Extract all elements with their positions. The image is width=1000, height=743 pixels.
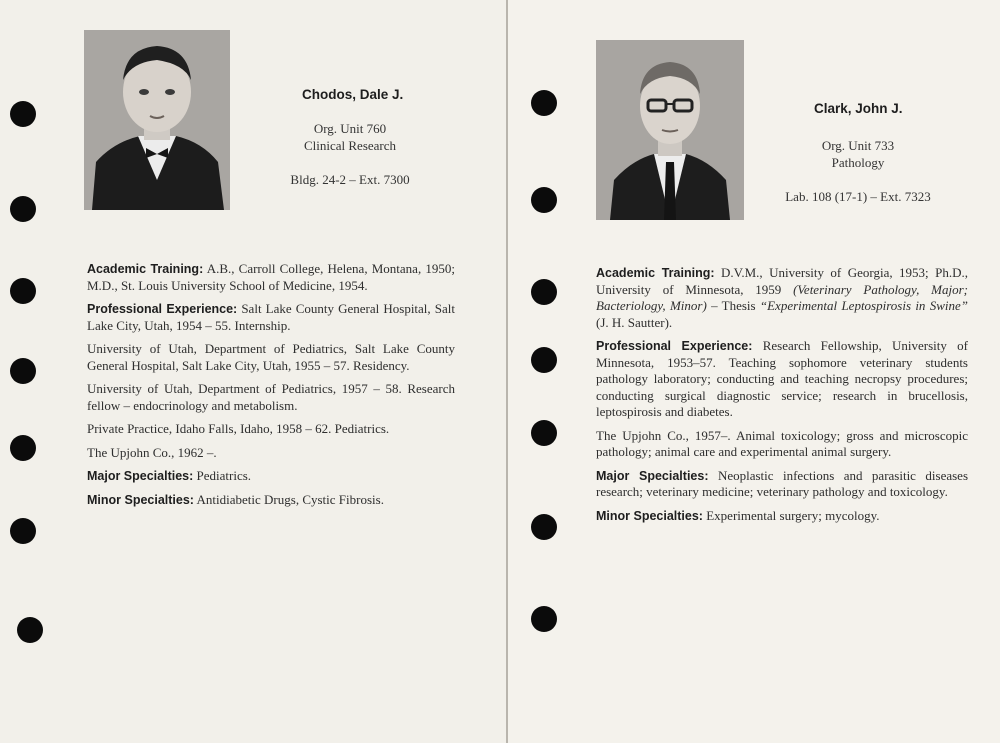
right-page [508,0,1000,743]
major-specialties [596,468,968,501]
binder-hole [17,617,43,643]
academic-training-text: D.V.M., University of Georgia, 1953; Ph.D., University of Minnesota, 1959 [596,265,968,297]
experience-item: University of Utah, Department of Pediatrics, 1957 – 58. Research fellow – endocrinology and metabolism. [87,381,455,413]
binder-hole [10,278,36,304]
minor-specialties [87,492,455,509]
academic-training-thesis-prefix: – Thesis [711,298,756,313]
person-name: Chodos, Dale J. [302,87,404,102]
minor-specialties-text: Experimental surgery; mycology. [706,507,880,523]
person-name: Clark, John J. [814,101,903,116]
academic-training [87,261,455,294]
minor-specialties-text: Antidiabetic Drugs, Cystic Fibrosis. [196,491,384,507]
professional-experience [596,338,968,421]
binder-hole [531,514,557,540]
experience-item: The Upjohn Co., 1957–. Animal toxicology; gross and microscopic pathology; animal care and experimental animal surgery. [596,427,968,459]
academic-training-thesis-title: “Experimental Leptospirosis in Swine” [759,298,969,313]
academic-training-label: Academic Training: [596,266,715,280]
location-extension: Lab. 108 (17-1) – Ext. 7323 [785,189,931,204]
major-specialties-text: Neoplastic infections and parasitic diseases research; veterinary medicine; veterinary pathology and toxicology. [596,467,969,499]
binder-hole [10,518,36,544]
minor-specialties-label: Minor Specialties: [87,492,194,507]
professional-experience-text: Salt Lake County General Hospital, Salt Lake City, Utah, 1954 – 55. Internship. [87,301,455,333]
org-unit: Org. Unit 760 [313,121,387,136]
minor-specialties-label: Minor Specialties: [596,508,703,523]
portrait-photo [596,40,744,220]
biography [87,261,455,515]
binder-hole [10,358,36,384]
academic-training-text: A.B., Carroll College, Helena, Montana, 1950; M.D., St. Louis University School of Medicine, 1954. [87,261,455,293]
binder-hole [10,101,36,127]
professional-experience-text: Research Fellowship, University of Minnesota, 1953–57. Teaching sophomore veterinary students pathology laboratory; conducting and teaching necropsy procedures; conducting surgical diagnostic service; research in brucellosis, leptospirosis and diabetes. [596,338,968,419]
academic-training-advisor: (J. H. Sautter). [596,314,673,330]
major-specialties-label: Major Specialties: [87,469,194,483]
binder-hole [531,420,557,446]
professional-experience-label: Professional Experience: [596,339,753,353]
binder-hole [531,279,557,305]
experience-item: Private Practice, Idaho Falls, Idaho, 1958 – 62. Pediatrics. [87,421,390,436]
professional-experience [87,301,455,334]
binder-hole [531,90,557,116]
portrait-photo-image [596,40,744,220]
department: Pathology [831,155,885,170]
portrait-photo [84,30,230,210]
portrait-photo-image [84,30,230,210]
biography [596,265,968,531]
minor-specialties [596,508,968,525]
department: Clinical Research [303,138,397,153]
major-specialties-text: Pediatrics. [196,468,252,483]
binder-hole [531,606,557,632]
binder-hole [10,196,36,222]
org-unit: Org. Unit 733 [821,138,895,153]
location-extension: Bldg. 24-2 – Ext. 7300 [290,172,410,187]
experience-item: The Upjohn Co., 1962 –. [87,444,217,460]
binder-hole [531,187,557,213]
professional-experience-label: Professional Experience: [87,302,238,316]
academic-training-majors: (Veterinary Pathology, Major; Bacteriology, Minor) [596,281,968,313]
experience-item: University of Utah, Department of Pediatrics, Salt Lake County General Hospital, Salt Lake City, Utah, 1955 – 57. Residency. [87,341,455,373]
major-specialties [87,468,455,485]
academic-training-label: Academic Training: [87,262,204,276]
major-specialties-label: Major Specialties: [596,468,709,483]
binder-hole [10,435,36,461]
binder-hole [531,347,557,373]
academic-training [596,265,968,331]
